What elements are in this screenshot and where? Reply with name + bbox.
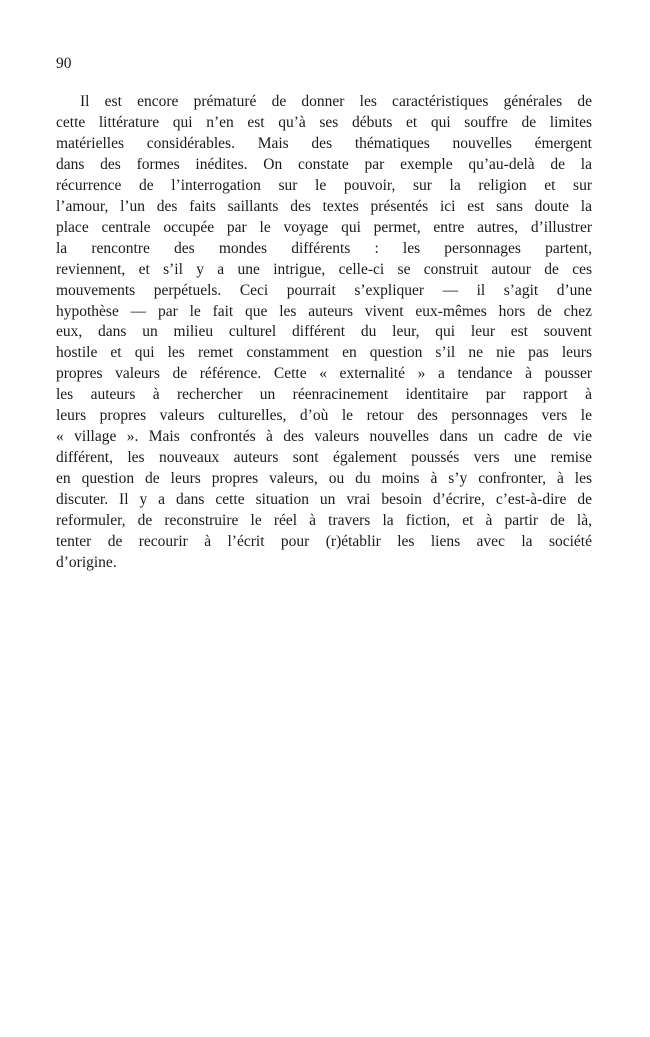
paragraph-line: propres valeurs de référence. Cette « externalité » a tendance à pousser xyxy=(56,365,592,383)
paragraph-line: l’amour, l’un des faits saillants des textes présentés ici est sans doute la xyxy=(56,197,592,215)
page-number: 90 xyxy=(56,55,72,72)
paragraph-line: discuter. Il y a dans cette situation un vrai besoin d’écrire, c’est-à-dire de xyxy=(56,491,592,509)
paragraph-line: leurs propres valeurs culturelles, d’où le retour des personnages vers le xyxy=(56,407,592,425)
paragraph-line: dans des formes inédites. On constate par exemple qu’au-delà de la xyxy=(56,155,592,173)
paragraph-line: Il est encore prématuré de donner les caractéristiques générales de xyxy=(80,93,592,110)
paragraph-line: eux, dans un milieu culturel différent du leur, qui leur est souvent xyxy=(56,323,592,341)
paragraph-line: en question de leurs propres valeurs, ou du moins à s’y confronter, à les xyxy=(56,470,592,488)
paragraph-line: reviennent, et s’il y a une intrigue, celle-ci se construit autour de ces xyxy=(56,260,592,278)
paragraph-line: d’origine. xyxy=(56,553,117,571)
paragraph-line: cette littérature qui n’en est qu’à ses débuts et qui souffre de limites xyxy=(56,113,592,131)
paragraph-line: mouvements perpétuels. Ceci pourrait s’expliquer — il s’agit d’une xyxy=(56,281,592,299)
paragraph-line: les auteurs à rechercher un réenracinement identitaire par rapport à xyxy=(56,386,592,404)
paragraph-line: la rencontre des mondes différents : les personnages partent, xyxy=(56,239,592,257)
paragraph-line: place centrale occupée par le voyage qui permet, entre autres, d’illustrer xyxy=(56,218,592,236)
paragraph-line: « village ». Mais confrontés à des valeurs nouvelles dans un cadre de vie xyxy=(56,428,592,446)
paragraph-line: tenter de recourir à l’écrit pour (r)établir les liens avec la société xyxy=(56,533,592,551)
paragraph-line: hypothèse — par le fait que les auteurs vivent eux-mêmes hors de chez xyxy=(56,302,592,320)
paragraph-line: hostile et qui les remet constamment en question s’il ne nie pas leurs xyxy=(56,344,592,362)
paragraph-line: récurrence de l’interrogation sur le pouvoir, sur la religion et sur xyxy=(56,176,592,194)
body-paragraph xyxy=(56,92,592,574)
paragraph-line: différent, les nouveaux auteurs sont également poussés vers une remise xyxy=(56,449,592,467)
paragraph-line: reformuler, de reconstruire le réel à travers la fiction, et à partir de là, xyxy=(56,512,592,530)
paragraph-line: matérielles considérables. Mais des thématiques nouvelles émergent xyxy=(56,134,592,152)
